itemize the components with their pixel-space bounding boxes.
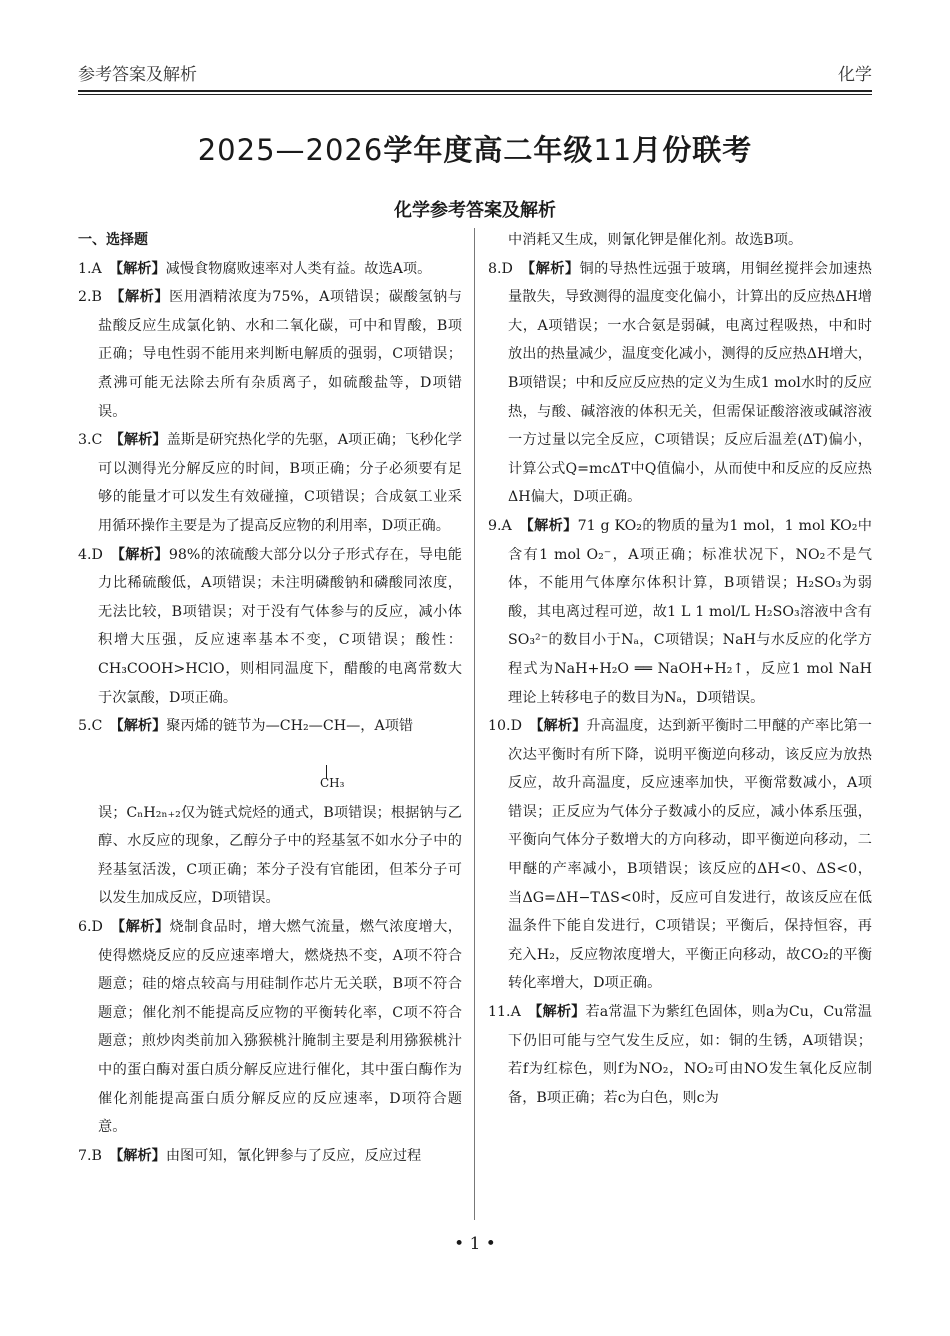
page-subtitle: 化学参考答案及解析	[394, 200, 556, 221]
answer-key: 7.B	[78, 1147, 102, 1164]
jiexi-label: 【解析】	[117, 289, 170, 306]
jiexi-label: 【解析】	[117, 546, 169, 563]
header-rule-thick	[78, 90, 872, 92]
header-left-text: 参考答案及解析	[78, 65, 197, 85]
section-heading: 一、选择题	[78, 232, 148, 248]
title-years: 2025—2026	[197, 133, 384, 167]
jiexi-label: 【解析】	[116, 718, 167, 735]
answer-key: 6.D	[78, 919, 103, 936]
answer-body: 71 g KO₂的物质的量为1 mol，1 mol KO₂中含有1 mol O₂⁻，A项正确；标准状况下，NO₂不是气体，不能用气体摩尔体积计算，B项错误；H₂SO₃为弱酸，其电离过程可逆，故1 L 1 mol/L H₂SO₃溶液中含有SO₃²⁻的数目小于Nₐ，C项错误；NaH与水反应的化学方程式为NaH+H₂O ══ NaOH+H₂↑，反应1 mol NaH理论上转移电子的数目为Nₐ，D项错误。	[508, 517, 872, 706]
answer-key: 10.D	[488, 718, 522, 735]
answer-item-10	[488, 712, 872, 998]
page-header	[78, 58, 872, 88]
header-subject: 化学	[838, 65, 872, 85]
answer-key: 4.D	[78, 546, 103, 563]
answer-item-7	[78, 1142, 462, 1171]
answer-key: 9.A	[488, 517, 512, 534]
answer-key: 11.A	[488, 1004, 521, 1021]
answer-key: 5.C	[78, 718, 103, 735]
jiexi-label: 【解析】	[116, 1147, 166, 1164]
answer-body: 盖斯是研究热化学的先驱，A项正确；飞秒化学可以测得光分解反应的时间，B项正确；分子必须要有足够的能量才可以发生有效碰撞，C项错误；合成氨工业采用循环操作主要是为了提高反应物的利用率，D项正确。	[98, 432, 462, 534]
answer-item-4	[78, 541, 462, 713]
answer-item-11	[488, 998, 872, 1112]
structure-substituent: CH₃	[320, 775, 345, 790]
answer-key: 1.A	[78, 260, 102, 277]
answer-item-5-continued: 误；CₙH₂ₙ₊₂仅为链式烷烃的通式，B项错误；根据钠与乙醇、水反应的现象，乙醇分子中的羟基氢不如水分子中的羟基氢活泼，C项正确；苯分子没有官能团，但苯分子可以发生加成反应，D项错误。	[98, 804, 462, 907]
answer-body: 若a常温下为紫红色固体，则a为Cu，Cu常温下仍旧可能与空气发生反应，如：铜的生锈，A项错误；若f为红棕色，则f为NO₂，NO₂可由NO发生氧化反应制备，B项正确；若c为白色，则c为	[508, 1004, 872, 1106]
jiexi-label: 【解析】	[528, 260, 580, 277]
answer-item-5	[78, 712, 462, 741]
answer-body: 减慢食物腐败速率对人类有益。故选A项。	[165, 260, 432, 277]
header-rule-thin	[78, 94, 872, 95]
answer-body: 由图可知，氰化钾参与了反应，反应过程	[165, 1147, 422, 1164]
jiexi-label: 【解析】	[535, 1004, 586, 1021]
column-divider	[474, 228, 475, 1220]
polypropylene-structure	[78, 741, 462, 799]
answer-item-7-continued: 中消耗又生成，则氰化钾是催化剂。故选B项。	[508, 232, 803, 248]
answer-body: 聚丙烯的链节为—CH₂—CH—，A项错	[166, 718, 414, 735]
answer-key: 8.D	[488, 260, 513, 277]
answer-item-8	[488, 255, 872, 512]
answer-body: 98%的浓硫酸大部分以分子形式存在，导电能力比稀硫酸低，A项错误；未注明磷酸钠和磷酸同浓度，无法比较，B项错误；对于没有气体参与的反应，减小体积增大压强，反应速率基本不变，C项错误；酸性：CH₃COOH>HClO，则相同温度下，醋酸的电离常数大于次氯酸，D项正确。	[98, 546, 462, 706]
answer-item-3	[78, 426, 462, 540]
answer-key: 3.C	[78, 432, 103, 449]
jiexi-label: 【解析】	[536, 718, 587, 735]
page-title	[0, 128, 950, 169]
jiexi-label: 【解析】	[118, 919, 170, 936]
jiexi-label: 【解析】	[116, 432, 167, 449]
left-column	[78, 226, 462, 1170]
jiexi-label: 【解析】	[526, 517, 578, 534]
answer-item-2	[78, 283, 462, 426]
answer-key: 2.B	[78, 289, 102, 306]
answer-item-1	[78, 255, 462, 284]
answer-item-6	[78, 913, 462, 1142]
title-month-number: 11	[593, 133, 633, 167]
answer-body: 铜的导热性远强于玻璃，用铜丝搅拌会加速热量散失，导致测得的温度变化偏小，计算出的反应热ΔH增大，A项错误；一水合氨是弱碱，电离过程吸热，中和时放出的热量减少，温度变化减小，测得的反应热ΔH增大，B项错误；中和反应反应热的定义为生成1 mol水时的反应热，与酸、碱溶液的体积无关，但需保证酸溶液或碱溶液一方过量以完全反应，C项错误；反应后温差(ΔT)偏小，计算公式Q=mcΔT中Q值偏小，从而使中和反应的反应热ΔH偏大，D项正确。	[508, 260, 872, 506]
answer-body: 医用酒精浓度为75%，A项错误；碳酸氢钠与盐酸反应生成氯化钠、水和二氧化碳，可中和胃酸，B项正确；导电性弱不能用来判断电解质的强弱，C项错误；煮沸可能无法除去所有杂质离子，如硫酸盐等，D项错误。	[98, 289, 462, 420]
answer-body: 升高温度，达到新平衡时二甲醚的产率比第一次达平衡时有所下降，说明平衡逆向移动，该反应为放热反应，故升高温度，反应速率加快，平衡常数减小，A项错误；正反应为气体分子数减小的反应，减小体系压强，平衡向气体分子数增大的方向移动，即平衡逆向移动，二甲醚的产率减小，B项错误；该反应的ΔH<0、ΔS<0，当ΔG=ΔH−TΔS<0时，反应可自发进行，故该反应在低温条件下能自发进行，C项错误；平衡后，保持恒容，再充入H₂，反应物浓度增大，平衡正向移动，故CO₂的平衡转化率增大，D项正确。	[508, 718, 872, 992]
page-number: • 1 •	[454, 1234, 496, 1254]
right-column	[488, 226, 872, 1112]
answer-item-9	[488, 512, 872, 712]
title-tail: 月份联考	[632, 133, 753, 167]
answer-body: 烧制食品时，增大燃气流量，燃气浓度增大，使得燃烧反应的反应速率增大，燃烧热不变，A项不符合题意；硅的熔点较高与用硅制作芯片无关联，B项不符合题意；催化剂不能提高反应物的平衡转化率，C项不符合题意；煎炒肉类前加入猕猴桃汁腌制主要是利用猕猴桃汁中的蛋白酶对蛋白质分解反应进行催化，其中蛋白酶作为催化剂能提高蛋白质分解反应的反应速率，D项符合题意。	[98, 919, 462, 1136]
title-main: 学年度高二年级	[383, 133, 594, 167]
jiexi-label: 【解析】	[116, 260, 166, 277]
